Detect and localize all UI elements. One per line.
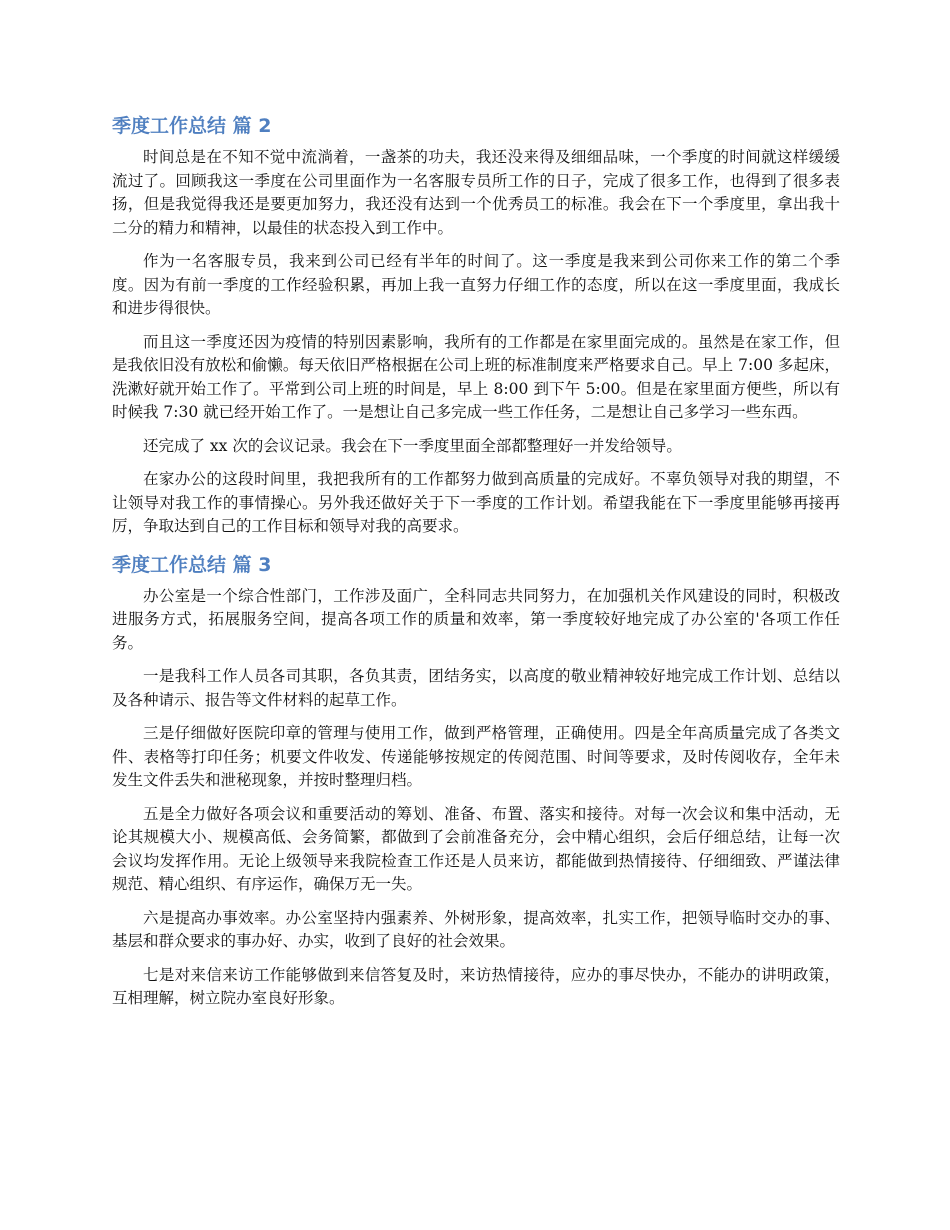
section-2 [112,110,840,539]
document-page [112,110,840,1021]
paragraph: 三是仔细做好医院印章的管理与使用工作，做到严格管理，正确使用。四是全年高质量完成了各类文件、表格等打印任务；机要文件收发、传递能够按规定的传阅范围、时间等要求，及时传阅收存，全年未发生文件丢失和泄秘现象，并按时整理归档。 [112,724,840,789]
section-title: 季度工作总结 篇 2 [112,115,272,137]
paragraph: 五是全力做好各项会议和重要活动的筹划、准备、布置、落实和接待。对每一次会议和集中活动，无论其规模大小、规模高低、会务简繁，都做到了会前准备充分，会中精心组织，会后仔细总结，让每一次会议均发挥作用。无论上级领导来我院检查工作还是人员来访，都能做到热情接待、仔细细致、严谨法律规范、精心组织、有序运作，确保万无一失。 [112,804,840,893]
paragraph: 在家办公的这段时间里，我把我所有的工作都努力做到高质量的完成好。不辜负领导对我的期望，不让领导对我工作的事情操心。另外我还做好关于下一季度的工作计划。希望我能在下一季度里能够再接再厉，争取达到自己的工作目标和领导对我的高要求。 [112,470,840,535]
paragraph: 而且这一季度还因为疫情的特别因素影响，我所有的工作都是在家里面完成的。虽然是在家工作，但是我依旧没有放松和偷懒。每天依旧严格根据在公司上班的标准制度来严格要求自己。早上 7:00 多起床，洗漱好就开始工作了。平常到公司上班的时间是，早上 8:00 到下午 5:00。但是在家里面方便些，所以有时候我 7:30 就已经开始工作了。一是想让自己多完成一些工作任务，二是想让自己多学习一些东西。 [112,332,840,421]
paragraph: 六是提高办事效率。办公室坚持内强素养、外树形象，提高效率，扎实工作，把领导临时交办的事、基层和群众要求的事办好、办实，收到了良好的社会效果。 [112,908,840,950]
paragraph: 作为一名客服专员，我来到公司已经有半年的时间了。这一季度是我来到公司你来工作的第二个季度。因为有前一季度的工作经验积累，再加上我一直努力仔细工作的态度，所以在这一季度里面，我成长和进步得很快。 [112,252,840,317]
paragraph: 还完成了 xx 次的会议记录。我会在下一季度里面全部都整理好一并发给领导。 [143,436,682,455]
paragraph: 时间总是在不知不觉中流淌着，一盏茶的功夫，我还没来得及细细品味，一个季度的时间就这样缓缓流过了。回顾我这一季度在公司里面作为一名客服专员所工作的日子，完成了很多工作，也得到了很多表扬，但是我觉得我还是要更加努力，我还没有达到一个优秀员工的标准。我会在下一个季度里，拿出我十二分的精力和精神，以最佳的状态投入到工作中。 [112,148,840,237]
section-title: 季度工作总结 篇 3 [112,553,272,576]
paragraph: 办公室是一个综合性部门，工作涉及面广，全科同志共同努力，在加强机关作风建设的同时，积极改进服务方式，拓展服务空间，提高各项工作的质量和效率，第一季度较好地完成了办公室的'各项工作任务。 [112,586,840,652]
paragraph: 七是对来信来访工作能够做到来信答复及时，来访热情接待，应办的事尽快办，不能办的讲明政策，互相理解，树立院办室良好形象。 [112,965,840,1007]
paragraph: 一是我科工作人员各司其职，各负其责，团结务实，以高度的敬业精神较好地完成工作计划、总结以及各种请示、报告等文件材料的起草工作。 [112,667,840,709]
section-3 [112,549,840,1011]
